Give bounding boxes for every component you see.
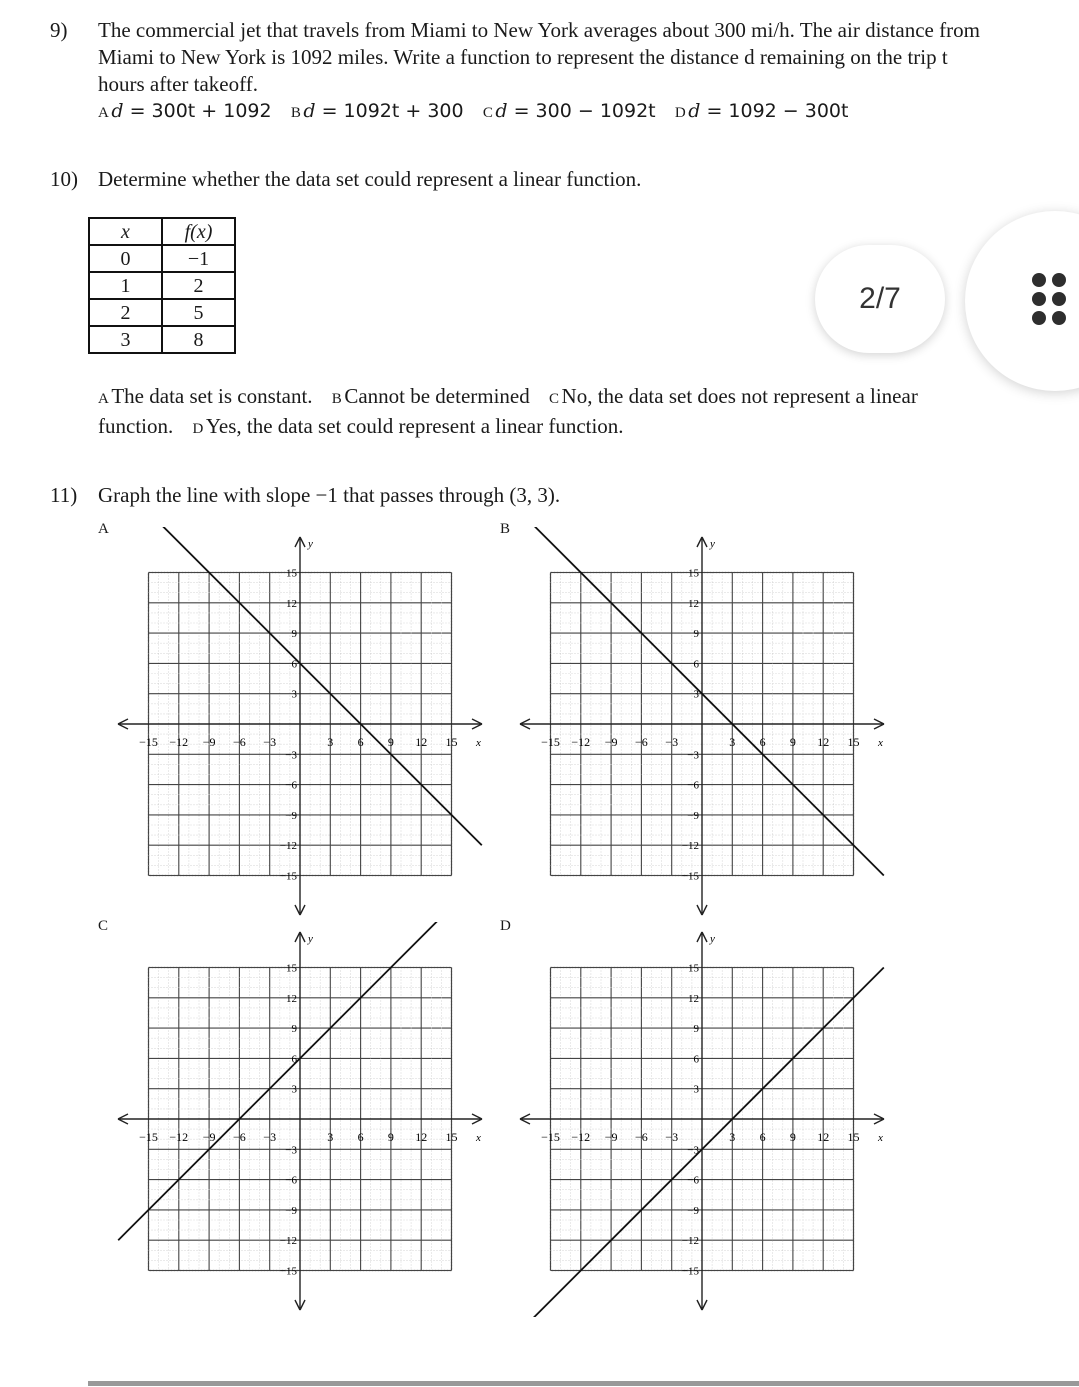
y-axis-label: y [710, 933, 715, 945]
y-tick-label: 15 [688, 962, 699, 975]
option-a[interactable]: AThe data set is constant. [98, 384, 313, 408]
y-tick-label: 9 [693, 628, 699, 641]
x-tick-label: −15 [541, 1130, 560, 1144]
data-table [88, 217, 236, 354]
y-tick-label: 6 [291, 1053, 297, 1066]
question-number: 10) [50, 167, 78, 191]
x-tick-label: −9 [202, 1130, 216, 1144]
x-tick-label: 6 [357, 735, 364, 749]
y-tick-label: −12 [279, 840, 297, 853]
y-tick-label: −12 [279, 1235, 297, 1248]
table-cell: 2 [89, 299, 162, 326]
option-c[interactable]: CNo, the data set does not represent a linear [549, 384, 918, 408]
question-text: Determine whether the data set could represent a linear function. [98, 167, 642, 191]
question-line: hours after takeoff. [98, 72, 258, 96]
x-tick-label: 3 [327, 735, 334, 749]
graph-a[interactable] [110, 527, 490, 922]
x-tick-label: 12 [415, 735, 428, 749]
option-b[interactable]: B d = 1092t + 300 [290, 100, 464, 122]
y-tick-label: 9 [291, 1023, 297, 1036]
y-tick-label: −15 [681, 870, 699, 883]
y-tick-label: −3 [285, 749, 297, 762]
y-tick-label: 9 [291, 628, 297, 641]
x-tick-label: −3 [665, 1130, 679, 1144]
x-tick-label: −12 [571, 735, 591, 749]
x-tick-label: 15 [445, 735, 458, 749]
graph-d[interactable] [512, 922, 892, 1317]
options-line [98, 413, 1058, 443]
graph-label-c: C [98, 918, 109, 934]
page-indicator-text: 2/7 [859, 282, 901, 315]
x-tick-label: 9 [789, 1130, 796, 1144]
x-tick-label: −9 [202, 735, 216, 749]
page-indicator[interactable] [815, 245, 945, 353]
y-tick-label: 6 [693, 1053, 699, 1066]
question-10 [50, 166, 950, 196]
x-tick-label: −15 [139, 735, 158, 749]
y-axis-label: y [308, 933, 313, 945]
y-tick-label: −15 [681, 1265, 699, 1278]
y-tick-label: 3 [693, 1083, 699, 1096]
y-tick-label: 6 [693, 658, 699, 671]
question-line: The commercial jet that travels from Miami to New York averages about 300 mi/h. The air distance from [98, 18, 980, 42]
question-number: 9) [50, 18, 68, 42]
y-tick-label: 6 [291, 658, 297, 671]
x-tick-label: −9 [604, 735, 618, 749]
table-cell: 5 [162, 299, 235, 326]
y-tick-label: 12 [286, 992, 297, 1005]
y-tick-label: −6 [687, 779, 699, 792]
graph-label-a: A [98, 521, 109, 537]
answer-options [98, 97, 980, 127]
x-tick-label: 3 [729, 735, 736, 749]
y-tick-label: 15 [286, 567, 297, 580]
y-axis-label: y [308, 538, 313, 550]
x-tick-label: −3 [263, 1130, 277, 1144]
question-text: Graph the line with slope −1 that passes through (3, 3). [98, 483, 561, 507]
x-tick-label: 6 [357, 1130, 364, 1144]
x-tick-label: 3 [327, 1130, 334, 1144]
y-axis-label: y [710, 538, 715, 550]
x-tick-label: 9 [789, 735, 796, 749]
more-options-button[interactable] [965, 211, 1079, 391]
question-line: Miami to New York is 1092 miles. Write a function to represent the distance d remaining on the trip t [98, 45, 948, 69]
table-row [89, 299, 235, 326]
graph-label-d: D [500, 918, 511, 934]
question-10-options [98, 383, 1058, 443]
scroll-divider [88, 1381, 1079, 1386]
x-tick-label: −12 [169, 735, 189, 749]
y-tick-label: 15 [286, 962, 297, 975]
x-tick-label: −6 [233, 1130, 246, 1144]
y-tick-label: −12 [681, 1235, 699, 1248]
option-c-continued[interactable]: function. [98, 414, 174, 438]
graph-b[interactable] [512, 527, 892, 922]
graph-label-b: B [500, 521, 511, 537]
y-tick-label: 12 [688, 992, 699, 1005]
x-axis-label: x [476, 737, 481, 749]
x-tick-label: 12 [817, 735, 830, 749]
y-tick-label: −15 [279, 870, 297, 883]
question-number: 11) [50, 483, 78, 507]
option-b[interactable]: BCannot be determined [331, 384, 530, 408]
question-9 [50, 17, 1079, 122]
option-d[interactable]: D d = 1092 − 300t [674, 100, 849, 122]
x-tick-label: −3 [665, 735, 679, 749]
y-tick-label: 9 [693, 1023, 699, 1036]
question-text [98, 17, 980, 127]
table-header: x [89, 218, 162, 245]
x-tick-label: −6 [233, 735, 246, 749]
x-tick-label: −15 [139, 1130, 158, 1144]
x-tick-label: 9 [387, 1130, 394, 1144]
table-cell: 0 [89, 245, 162, 272]
x-tick-label: 12 [817, 1130, 830, 1144]
table-cell: −1 [162, 245, 235, 272]
x-tick-label: −6 [635, 735, 648, 749]
x-tick-label: −3 [263, 735, 277, 749]
y-tick-label: −6 [285, 1174, 297, 1187]
y-tick-label: −9 [687, 1204, 699, 1217]
y-tick-label: 3 [291, 1083, 297, 1096]
y-tick-label: −15 [279, 1265, 297, 1278]
x-tick-label: 6 [759, 1130, 766, 1144]
y-tick-label: −3 [687, 1144, 699, 1157]
y-tick-label: −12 [681, 840, 699, 853]
y-tick-label: −3 [285, 1144, 297, 1157]
table-row [89, 272, 235, 299]
table-header-row [89, 218, 235, 245]
y-tick-label: 12 [286, 597, 297, 610]
graph-c[interactable] [110, 922, 490, 1317]
option-d[interactable]: DYes, the data set could represent a linear function. [192, 414, 624, 438]
x-tick-label: −9 [604, 1130, 618, 1144]
y-tick-label: −6 [687, 1174, 699, 1187]
x-tick-label: 15 [847, 1130, 860, 1144]
table-cell: 8 [162, 326, 235, 353]
table-cell: 2 [162, 272, 235, 299]
option-a[interactable]: A d = 300t + 1092 [98, 100, 272, 122]
x-tick-label: 15 [847, 735, 860, 749]
table-header: f(x) [162, 218, 235, 245]
x-tick-label: −12 [169, 1130, 189, 1144]
table-cell: 3 [89, 326, 162, 353]
x-axis-label: x [878, 737, 883, 749]
x-tick-label: 9 [387, 735, 394, 749]
y-tick-label: −9 [285, 1204, 297, 1217]
x-tick-label: 3 [729, 1130, 736, 1144]
x-tick-label: −12 [571, 1130, 591, 1144]
y-tick-label: −9 [285, 809, 297, 822]
question-11 [50, 482, 950, 512]
y-tick-label: 3 [693, 688, 699, 701]
x-axis-label: x [878, 1132, 883, 1144]
y-tick-label: 15 [688, 567, 699, 580]
y-tick-label: −6 [285, 779, 297, 792]
options-line [98, 383, 1058, 413]
x-tick-label: −6 [635, 1130, 648, 1144]
y-tick-label: −9 [687, 809, 699, 822]
y-tick-label: 3 [291, 688, 297, 701]
x-tick-label: 12 [415, 1130, 428, 1144]
x-tick-label: 6 [759, 735, 766, 749]
y-tick-label: −3 [687, 749, 699, 762]
table-row [89, 245, 235, 272]
x-tick-label: −15 [541, 735, 560, 749]
table-row [89, 326, 235, 353]
table-cell: 1 [89, 272, 162, 299]
x-tick-label: 15 [445, 1130, 458, 1144]
y-tick-label: 12 [688, 597, 699, 610]
option-c[interactable]: C d = 300 − 1092t [482, 100, 656, 122]
x-axis-label: x [476, 1132, 481, 1144]
